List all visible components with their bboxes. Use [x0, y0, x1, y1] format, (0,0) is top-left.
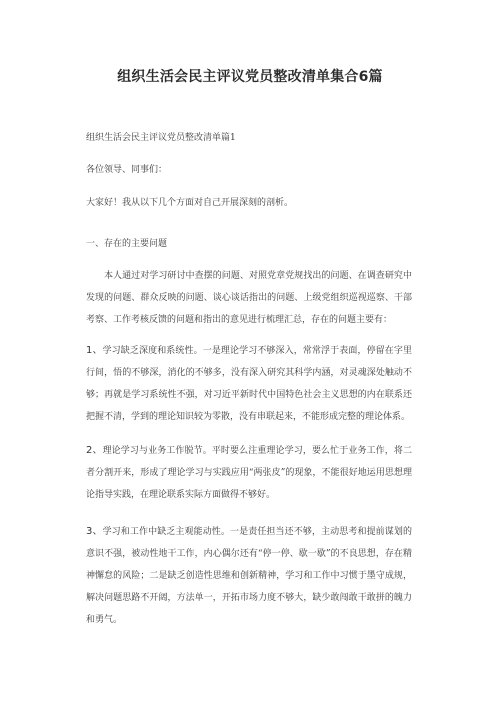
item-text: 学习和工作中缺乏主观能动性。一是责任担当还不够，主动思考和提前谋划的意识不强，被动性地干工作，内心偶尔还有“停一停、歇一歇”的不良思想，存在精神懈怠的风险；二是缺乏创造性思维和创新精神，学习和工作中习惯于墨守成规，解决问题思路不开阔，方法单一，开拓市场力度不够大，缺少敢闯敢干敢拼的魄力和勇气。	[86, 527, 412, 625]
document-subtitle: 组织生活会民主评议党员整改清单篇1	[86, 133, 236, 143]
list-item	[86, 440, 412, 506]
list-item	[86, 340, 412, 428]
item-text: 学习缺乏深度和系统性。一是理论学习不够深入，常常浮于表面，停留在字里行间，悟的不够深，消化的不够多，没有深入研究其科学内涵，对灵魂深处触动不够；再就是学习系统性不强，对习近平新时代中国特色社会主义思想的内在联系还把握不清，学到的理论知识较为零散，没有串联起来，不能形成完整的理论体系。	[86, 346, 412, 422]
section-heading: 一、存在的主要问题	[86, 239, 168, 249]
list-item	[86, 521, 412, 631]
greeting-line: 各位领导、同事们：	[86, 165, 168, 175]
opening-line: 大家好！我从以下几个方面对自己开展深刻的剖析。	[86, 198, 294, 208]
document-title: 组织生活会民主评议党员整改清单集合6篇	[117, 69, 383, 85]
intro-paragraph-text: 本人通过对学习研讨中查摆的问题、对照党章党规找出的问题、在调查研究中发现的问题、群众反映的问题、谈心谈话指出的问题、上级党组织巡视巡察、干部考察、工作考核反馈的问题和指出的意见进行梳理汇总，存在的问题主要有：	[86, 271, 412, 325]
item-number: 3、	[86, 526, 103, 537]
item-text: 理论学习与业务工作脱节。平时要么注重理论学习，要么忙于业务工作，将二者分割开来，形成了理论学习与实践应用“两张皮”的现象，不能很好地运用思想理论指导实践，在理论联系实际方面做得不够好。	[86, 446, 412, 500]
item-number: 2、	[86, 445, 103, 456]
intro-paragraph	[86, 265, 412, 331]
item-number: 1、	[86, 345, 103, 356]
